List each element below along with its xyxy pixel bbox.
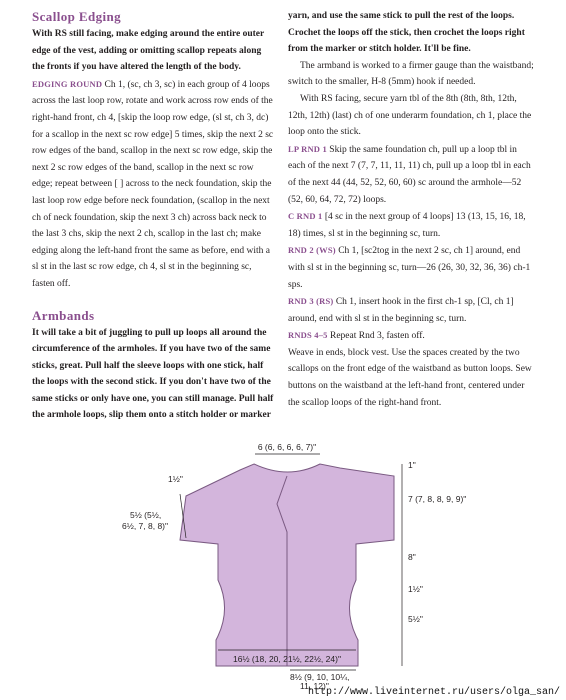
body-length-label: 8"	[408, 552, 416, 562]
c-round-1	[288, 208, 534, 242]
round-2-text: Ch 1, [sc2tog in the next 2 sc, ch 1] around, end with sl st in the beginning sc, turn—26 (26, 30, 32, 36, 36) ch-1 sps.	[288, 246, 531, 290]
finishing-text: Weave in ends, block vest. Use the spaces created by the two scallops on the front edge of the waistband as button loops. Sew buttons on the waistband at the left-hand front, centered under the scallop loops of the right-hand front.	[288, 347, 532, 408]
left-column	[32, 8, 274, 424]
armbands-continued: yarn, and use the same stick to pull the rest of the loops. Crochet the loops off the stick, then crochet the loops right from the marker or stitch holder. It'll be fine.	[288, 11, 525, 55]
scallop-edging-heading: Scallop Edging	[32, 9, 122, 24]
armbands-heading: Armbands	[32, 307, 95, 323]
c-round-1-text: [4 sc in the next group of 4 loops] 13 (13, 15, 16, 18, 18) times, sl st in the beginning sc, turn.	[288, 212, 526, 239]
neck-width-label: 6 (6, 6, 6, 6, 7)"	[257, 442, 317, 452]
round-2	[288, 242, 534, 293]
hem-width-label-2: 11, 12)"	[300, 681, 329, 691]
sleeve-width-label-1: 5½ (5½,	[130, 510, 162, 520]
edging-round-text: Ch 1, (sc, ch 3, sc) in each group of 4 loops across the last loop row, rotate and work across row ends of the right-hand front, ch 4, [skip the loop row edge, (sl st, ch 3, dc) for a scallop in the next sc row edge] 5 times, skip the next 2 sc row edges of the band, scallop in the next sc row edge, skip the next 2 sc row edges of the band, scallop in the next sc row edge; repeat between [ ] across to the neck foundation, skip the last loop row edge before neck foundation, (scallop in the next ch of neck foundation, skip the next 3 ch) across back neck to the last 3 chs, skip the next 2 ch, scallop in the last ch; make edging along the left-hand front the same as before, end with a sl st in the last sc row edge, ch 4, sl st in the beginning sc, fasten off.	[32, 79, 274, 289]
chest-width-label: 16½ (18, 20, 21½, 22½, 24)"	[233, 654, 341, 664]
lp-round-1	[288, 141, 534, 208]
c-round-1-label: C RND 1	[288, 211, 323, 222]
armhole-depth-label: 7 (7, 8, 8, 9, 9)"	[408, 494, 467, 504]
hem-band-label: 5½"	[408, 614, 423, 624]
armbands-text: It will take a bit of juggling to pull up loops all around the circumference of the armholes. If you have two of the same sticks, great. Pull half the sleeve loops with one stick, half the loops with the second stick. If you don't have two of the same sticks or only have one, you can still manage. Pull half the armhole loops, slip them onto a stitch holder or marker	[32, 327, 274, 421]
edging-round-label: EDGING ROUND	[32, 78, 103, 89]
rs-facing-text: With RS facing, secure yarn tbl of the 8th (8th, 8th, 12th, 12th, 12th) (last) ch of one underarm foundation, ch 1, place the loop onto the stick.	[288, 93, 532, 138]
sleeve-cap-label: 1½"	[168, 474, 183, 484]
waist-band-label: 1½"	[408, 584, 423, 594]
round-2-label: RND 2 (WS)	[288, 245, 336, 256]
scallop-intro: With RS still facing, make edging around the entire outer edge of the vest, adding or omitting scallop repeats along the fronts if you have altered the length of the body.	[32, 29, 265, 73]
sleeve-width-label-2: 6½, 7, 8, 8)"	[122, 521, 169, 531]
source-url: http://www.liveinternet.ru/users/olga_san/	[307, 687, 560, 698]
shoulder-drop-label: 1"	[408, 460, 416, 470]
armband-gauge-note: The armband is worked to a firmer gauge than the waistband; switch to the smaller, H-8 (5mm) hook if needed.	[288, 60, 534, 88]
schematic-diagram	[0, 430, 566, 691]
round-3	[288, 293, 534, 327]
hem-width-label-1: 8½ (9, 10, 10¼,	[290, 672, 350, 682]
rounds-4-5-text: Repeat Rnd 3, fasten off.	[330, 331, 425, 342]
right-column	[288, 8, 534, 411]
round-3-text: Ch 1, insert hook in the first ch-1 sp, [Cl, ch 1] around, end with sl st in the beginning sc, turn.	[288, 297, 514, 324]
lp-round-1-label: LP RND 1	[288, 143, 327, 154]
lp-round-1-text: Skip the same foundation ch, pull up a loop tbl in each of the next 7 (7, 7, 11, 11, 11) ch, pull up a loop tbl in each of the next 44 (44, 52, 52, 60, 60) sc around the armhole—52 (52, 60, 64, 72, 72) loops.	[288, 144, 531, 205]
rounds-4-5	[288, 327, 534, 345]
rounds-4-5-label: RNDS 4–5	[288, 330, 328, 341]
edging-round-paragraph	[32, 76, 274, 293]
round-3-label: RND 3 (RS)	[288, 296, 334, 307]
